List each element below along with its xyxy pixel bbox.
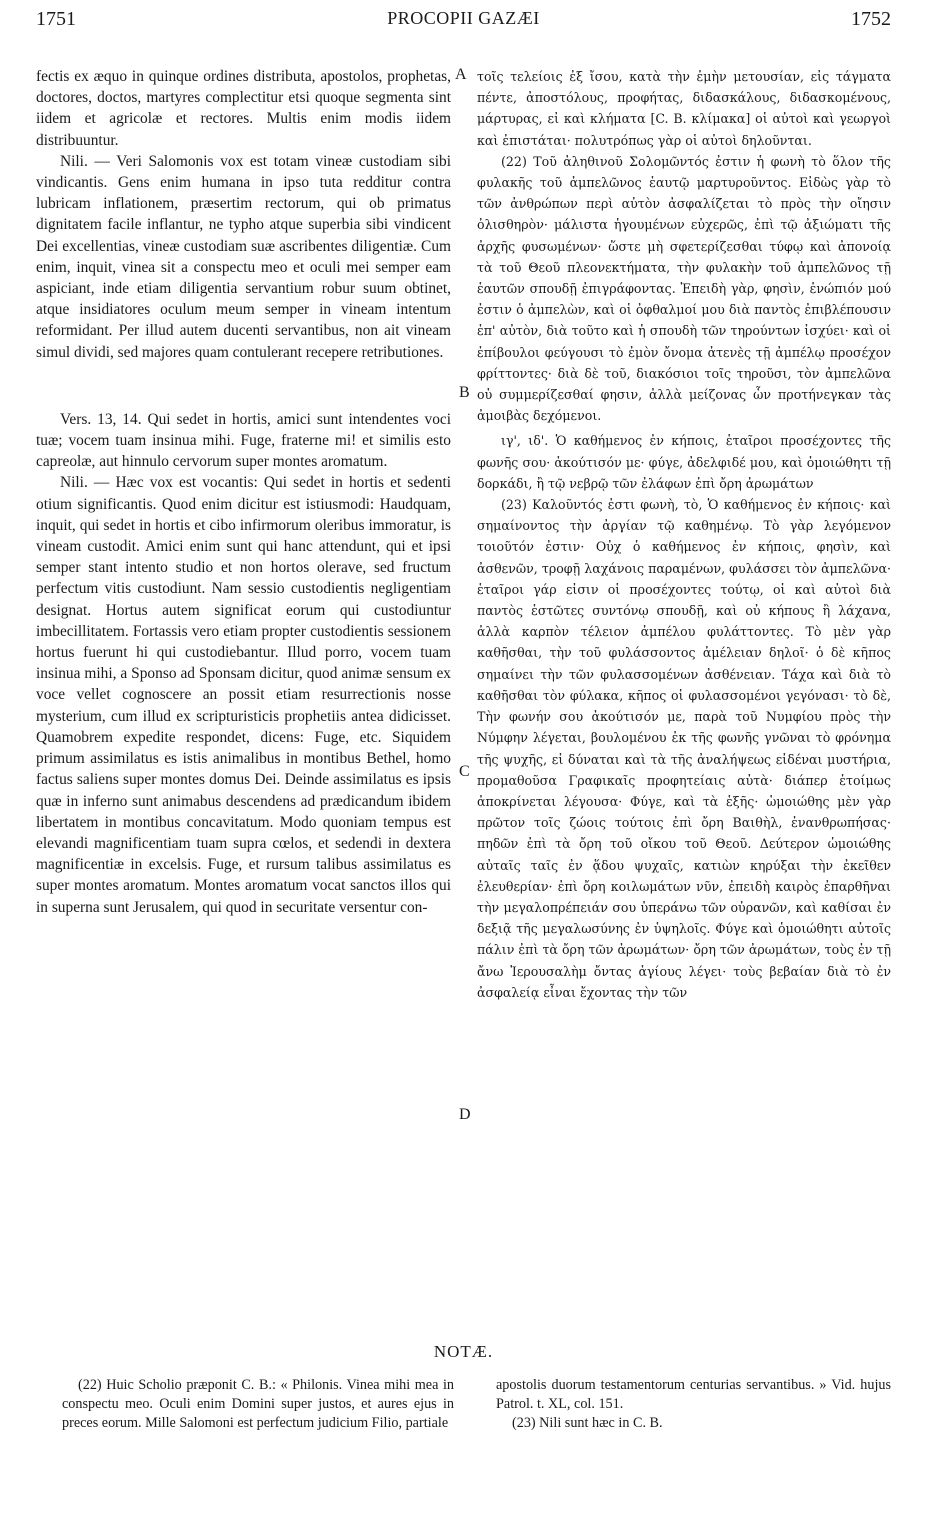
page-header <box>36 0 891 32</box>
latin-paragraph: fectis ex æquo in quinque ordines distributa, apostolos, prophetas, doctores, doctos, martyres complectitur etsi quoque segmenta sint iidem et agricolæ et rectores. Multis enim modis iidem distribuuntur. <box>36 68 451 149</box>
column-number-left: 1751 <box>36 8 76 30</box>
greek-verse-heading: ιγ', ιδ'. Ὁ καθήμενος ἐν κήποις, ἑταῖροι προσέχοντες τῆς φωνῆς σου· ἀκούτισόν με· φύγε, ἀδελφιδέ μου, καὶ ὁμοιώθητι τῇ δορκάδι, ἢ τῷ νεβρῷ τῶν ἐλάφων ἐπὶ ὄρη ἀρωμάτων <box>477 433 891 491</box>
running-title: PROCOPII GAZÆI <box>387 8 540 28</box>
section-marker-b: B <box>459 384 470 401</box>
footnote: apostolis duorum testamentorum centurias servantibus. » Vid. hujus Patrol. t. XL, col. 151. <box>496 1377 891 1412</box>
section-marker-d: D <box>459 1106 471 1123</box>
latin-verse-heading: Vers. 13, 14. Qui sedet in hortis, amici sunt intendentes voci tuæ; vocem tuam insinua mihi. Fuge, fraterne mi! et similis esto capreolæ, aut hinnulo cervorum super montes aromatum. <box>36 410 451 471</box>
greek-column <box>477 66 891 1003</box>
footnote: (22) Huic Scholio præponit C. B.: « Philonis. Vinea mihi mea in conspectu meo. Oculi enim Domini super justos, et aures ejus in preces eorum. Mille Salomoni est perfectum judicium Filio, partiale <box>62 1377 454 1431</box>
notes-title: NOTÆ. <box>433 1342 494 1361</box>
greek-paragraph: τοῖς τελείοις ἐξ ἴσου, κατὰ τὴν ἐμὴν μετουσίαν, εἰς τάγματα πέντε, ἀποστόλους, προφήτας, διδασκάλους, διδασκομένους, μάρτυρας, εἰ καὶ κλήματα [C. B. κλίμακα] οἱ αὐτοὶ καὶ γεωργοὶ καὶ ἐπιστάται· πολυτρόπως γὰρ οἱ αὐτοὶ δηλοῦνται. <box>477 69 891 148</box>
notes-right <box>496 1376 891 1433</box>
latin-paragraph: Nili. — Veri Salomonis vox est totam vineæ custodiam sibi vindicantis. Gens enim humana in ipso tuta redditur contra lubricam inflationem, præsertim rectorum, qui ob primatus dignitatem facile inflantur, ne typho atque superbia sibi vindicent Dei excellentias, vineæ custodiam suæ ascribentes diligentiæ. Cum enim, inquit, vinea sit a conspectu meo et oculi mei semper eam aspiciant, inde etiam diligentia servantium robur suum obtinet, atque insidiatores oculum meum semper in vineam intentum reformidant. Per illud autem ducenti servantibus, non ait vineam simul dividi, sed majores quam contulerant recepere retributiones. <box>36 152 451 361</box>
latin-paragraph: Nili. — Hæc vox est vocantis: Qui sedet in hortis et sedenti otium significantis. Quod enim dicitur est istiusmodi: Haudquam, inquit, qui sedet in hortis et cibo infirmorum oleribus immoratur, is vineam custodit. Amici enim sunt qui hanc attendunt, qui et ipsi semper stant intento studio et non hortos olerave, sed fructum perfectum vitis custodiunt. Nam sessio custodientis negligentiam designat. Hortus autem significat eorum qui custodiuntur imbecillitatem. Fortassis vero etiam propter custodientis sessionem hortus fuerunt hi qui custodiebantur. Illud porro, vocem tuam insinua mihi, a Sponso ad Sponsam dicitur, quod animæ sensum ex voce vellet cognoscere an possit etiam resurrectionis nosse mysterium, cum illud ex scripturisticis prophetiis antea didicisset. Quamobrem expedite respondet, dicens: Fuge, etc. Siquidem primum assimilatus es istis animalibus in montibus Bethel, homo factus saliens super montes domus Dei. Deinde assimilatus es ipsis quæ in inferno sunt animabus descendens ad prædicandum ibidem libertatem in montibus concavitatum. Modo quoniam tempus est elevandi magnificentiam tuam supra cœlos, et sedendi in dextera magnificentiæ in excelsis. Fuge, et rursum talibus assimilatus es super montes aromatum. Montes aromatum vocat sanctos illos qui in superna sunt Jerusalem, qui quod in securitate versentur con- <box>36 474 451 916</box>
section-marker-c: C <box>459 763 470 780</box>
footnote: (23) Nili sunt hæc in C. B. <box>512 1415 663 1431</box>
column-number-right: 1752 <box>851 8 891 30</box>
latin-column <box>36 66 451 918</box>
notes-left <box>62 1376 454 1433</box>
greek-paragraph: (22) Τοῦ ἀληθινοῦ Σολομῶντός ἐστιν ἡ φωνὴ τὸ ὅλον τῆς φυλακῆς τοῦ ἀμπελῶνος ἑαυτῷ μαρτυροῦντος. Εἰδὼς γὰρ τὸ τῶν ἀνθρώπων περὶ αὐτὸν ἀσφαλίζεται τὸ πρὸς τὴν οἴησιν ὀλισθηρὸν· μάλιστα ἡγουμένων εὐχερῶς, ἐπὶ τῷ ἀξιώματι τῆς ἀρχῆς φυσωμένων· ὥστε μὴ σφετερίζεσθαι τύφῳ καὶ ἀπονοίᾳ τὰ τοῦ Θεοῦ πλεονεκτήματα, τὴν φυλακὴν τοῦ ἀμπελῶνος τῇ ἑαυτῶν σπουδῇ ἐπιγράφοντας. Ἐπειδὴ γὰρ, φησὶν, ἐνώπιόν μού ἐστιν ὁ ἀμπελὼν, καὶ οἱ ὀφθαλμοί μου διὰ παντὸς ἐπιβλέπουσιν ἐπ' αὐτὸν, διὰ τοῦτο καὶ ἡ σπουδὴ τῶν τηρούντων ἰσχύει· καὶ οἱ ἐπίβουλοι φεύγουσι τὸ ἐμὸν ὄνομα ἀτενὲς τῇ ἀμπέλῳ προσέχον φρίττοντες· διὰ δὲ τοῦ, διακόσιοι τοῖς τηροῦσι, τὸν ἀμπελῶνα οὐ συμμερίζεσθαί φησιν, ἀλλὰ μείζονας ὧν προτήνεγκαν τὰς ἀμοιβὰς δεχόμενοι. <box>477 153 891 424</box>
greek-paragraph: (23) Καλοῦντός ἐστι φωνὴ, τὸ, Ὁ καθήμενος ἐν κήποις· καὶ σημαίνοντος τὴν ἀργίαν τῷ καθημένῳ. Τὸ γὰρ λεγόμενον τοιοῦτόν ἐστιν· Οὐχ ὁ καθήμενος ἐν κήποις, φησὶν, καὶ ἀσθενῶν, τροφῇ λαχάνοις παραμένων, φυλάσσει τὸν ἀμπελῶνα· ἑταῖροι γάρ εἰσιν οἱ προσέχοντες τούτῳ, οἱ καὶ αὐτοὶ διὰ παντὸς ἑστῶτες συντόνῳ σπουδῇ, καὶ οὐ κήπους ἢ λάχανα, ἀλλὰ καρπὸν τέλειον ἀμπέλου φυλάττοντες. Τὸ μὲν γὰρ καθῆσθαι, τὴν τοῦ φυλάσσοντος ἀμέλειαν δηλοῖ· ὁ δὲ κῆπος σημαίνει τὴν τῶν φυλασσομένων ἀσθένειαν. Τάχα καὶ διὰ τὸ καθῆσθαι τὸν φύλακα, κῆπος οἱ φυλασσομένοι γεγόνασι· τὸ δὲ, Τὴν φωνήν σου ἀκούτισόν με, παρὰ τοῦ Νυμφίου πρὸς τὴν Νύμφην λέγεται, βουλομένου ἐκ τῆς φωνῆς γνῶναι τὸ φρόνημα τῆς ψυχῆς, εἰ δύναται καὶ τὰ τῆς ἀναλήψεως εἰδέναι μυστήρια, προμαθοῦσα Γραφικαῖς προφητείαις αὐτὰ· διάπερ ἑτοίμως ἀποκρίνεται λέγουσα· Φύγε, καὶ τὰ ἑξῆς· ὡμοιώθης μὲν γὰρ πρῶτον τοῖς ζώοις τούτοις ἐπὶ ὄρη Βαιθὴλ, ἐνανθρωπήσας· πηδῶν ἐπὶ τὰ ὄρη τοῦ οἴκου τοῦ Θεοῦ. Δεύτερον ὡμοιώθης αὐταῖς ταῖς ἐν ᾅδου ψυχαῖς, κατιὼν κηρύξαι τὴν ἐκεῖθεν ἐλευθερίαν· ἐπὶ ὄρη κοιλωμάτων νῦν, ἐπειδὴ καιρὸς ἐπαρθῆναι τὴν μεγαλοπρέπειάν σου ὑπεράνω τῶν οὐρανῶν, καὶ καθίσαι ἐν δεξιᾷ τῆς μεγαλωσύνης ἐν ὑψηλοῖς. Φύγε καὶ ὁμοιώθητι αὐτοῖς πάλιν ἐπὶ τὰ ὄρη τῶν ἀρωμάτων· ὄρη τῶν ἀρωμάτων, τοὺς ἐν τῇ ἄνω Ἱερουσαλὴμ ὄντας ἁγίους λέγει· τοὺς βεβαίαν διὰ τὸ ἐν ἀσφαλείᾳ εἶναι ἔχοντας τὴν τῶν <box>477 497 891 1000</box>
section-marker-a: A <box>455 66 467 83</box>
